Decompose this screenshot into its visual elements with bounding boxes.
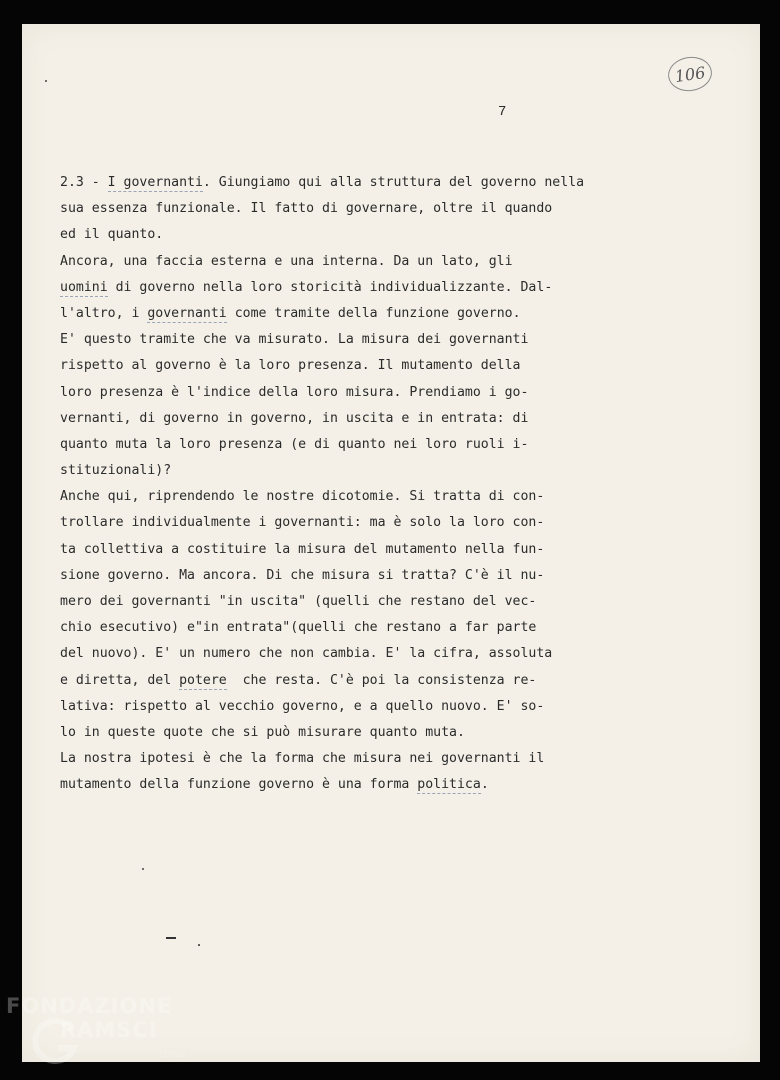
text-segment: sua essenza funzionale. Il fatto di governare, oltre il quando [60, 201, 553, 217]
text-segment: trollare individualmente i governanti: ma è solo la loro con- [60, 515, 545, 531]
text-segment: ta collettiva a costituire la misura del mutamento nella fun- [60, 541, 545, 557]
text-line [60, 301, 580, 327]
page-number: 7 [498, 104, 507, 120]
text-line [60, 772, 580, 798]
text-segment: vernanti, di governo in governo, in uscita e in entrata: di [60, 410, 529, 426]
text-segment: come tramite della funzione governo. [226, 305, 521, 321]
paper-speck [142, 868, 144, 870]
text-line [60, 537, 580, 563]
archive-number: 106 [673, 62, 707, 86]
text-line [60, 641, 580, 667]
text-segment: La nostra ipotesi è che la forma che misura nei governanti il [60, 751, 545, 767]
text-line [60, 327, 580, 353]
text-line [60, 406, 580, 432]
text-line [60, 589, 580, 615]
underlined-term: potere [179, 672, 227, 688]
text-line [60, 249, 580, 275]
text-segment: stituzionali)? [60, 463, 172, 479]
text-segment: rispetto al governo è la loro presenza. Il mutamento della [60, 358, 521, 374]
text-segment: Ancora, una faccia esterna e una interna. Da un lato, gli [60, 253, 513, 269]
text-line [60, 510, 580, 536]
text-segment: 2.3 - [60, 175, 108, 190]
text-segment: l'altro, i [60, 305, 148, 321]
watermark-line3: Onlus [160, 1050, 186, 1060]
text-segment: sione governo. Ma ancora. Di che misura si tratta? C'è il nu- [60, 567, 545, 583]
text-line [60, 720, 580, 746]
text-segment: ed il quanto. [60, 227, 164, 243]
text-segment: . Giungiamo qui alla struttura del governo nella [202, 175, 585, 190]
text-segment: e diretta, del [60, 672, 180, 688]
archive-number-stamp [666, 54, 714, 94]
paper-mark [166, 937, 176, 939]
text-line [60, 196, 580, 222]
text-segment: che resta. C'è poi la consistenza re- [226, 672, 537, 688]
text-segment: lo in queste quote che si può misurare quanto muta. [60, 724, 465, 740]
text-line [60, 170, 585, 196]
text-line [60, 432, 580, 458]
text-line [60, 668, 580, 694]
text-segment: Anche qui, riprendendo le nostre dicotomie. Si tratta di con- [60, 489, 545, 505]
watermark-line1: FONDAZIONE [6, 994, 173, 1018]
text-segment: lativa: rispetto al vecchio governo, e a quello nuovo. E' so- [60, 698, 545, 714]
fondazione-gramsci-watermark [2, 994, 202, 1074]
text-line [60, 563, 580, 589]
text-segment: mero dei governanti "in uscita" (quelli che restano del vec- [60, 594, 537, 609]
text-line [60, 484, 580, 510]
watermark-line2: RAMSCI [60, 1018, 158, 1042]
text-line [60, 353, 580, 379]
text-line [60, 222, 580, 248]
underlined-term: uomini [60, 279, 108, 295]
document-page [22, 24, 760, 1062]
typewritten-text [60, 170, 585, 799]
text-segment: del nuovo). E' un numero che non cambia. E' la cifra, assoluta [60, 646, 553, 662]
paper-speck [45, 80, 47, 82]
text-segment: . [480, 777, 489, 793]
text-line [60, 615, 580, 641]
text-segment: loro presenza è l'indice della loro misura. Prendiamo i go- [60, 384, 529, 400]
text-segment: di governo nella loro storicità individualizzante. Dal- [107, 279, 553, 295]
text-line [60, 746, 580, 772]
text-segment: quanto muta la loro presenza (e di quanto nei loro ruoli i- [60, 436, 529, 452]
text-line [60, 380, 580, 406]
underlined-term: politica [417, 777, 481, 793]
underlined-term: I governanti [107, 175, 203, 190]
paper-speck [198, 944, 200, 946]
text-line [60, 458, 580, 484]
text-line [60, 694, 580, 720]
text-segment: mutamento della funzione governo è una forma [60, 777, 418, 793]
text-segment: chio esecutivo) e"in entrata"(quelli che restano a far parte [60, 620, 537, 636]
text-segment: E' questo tramite che va misurato. La misura dei governanti [60, 332, 529, 348]
text-line [60, 275, 580, 301]
underlined-term: governanti [147, 305, 227, 321]
